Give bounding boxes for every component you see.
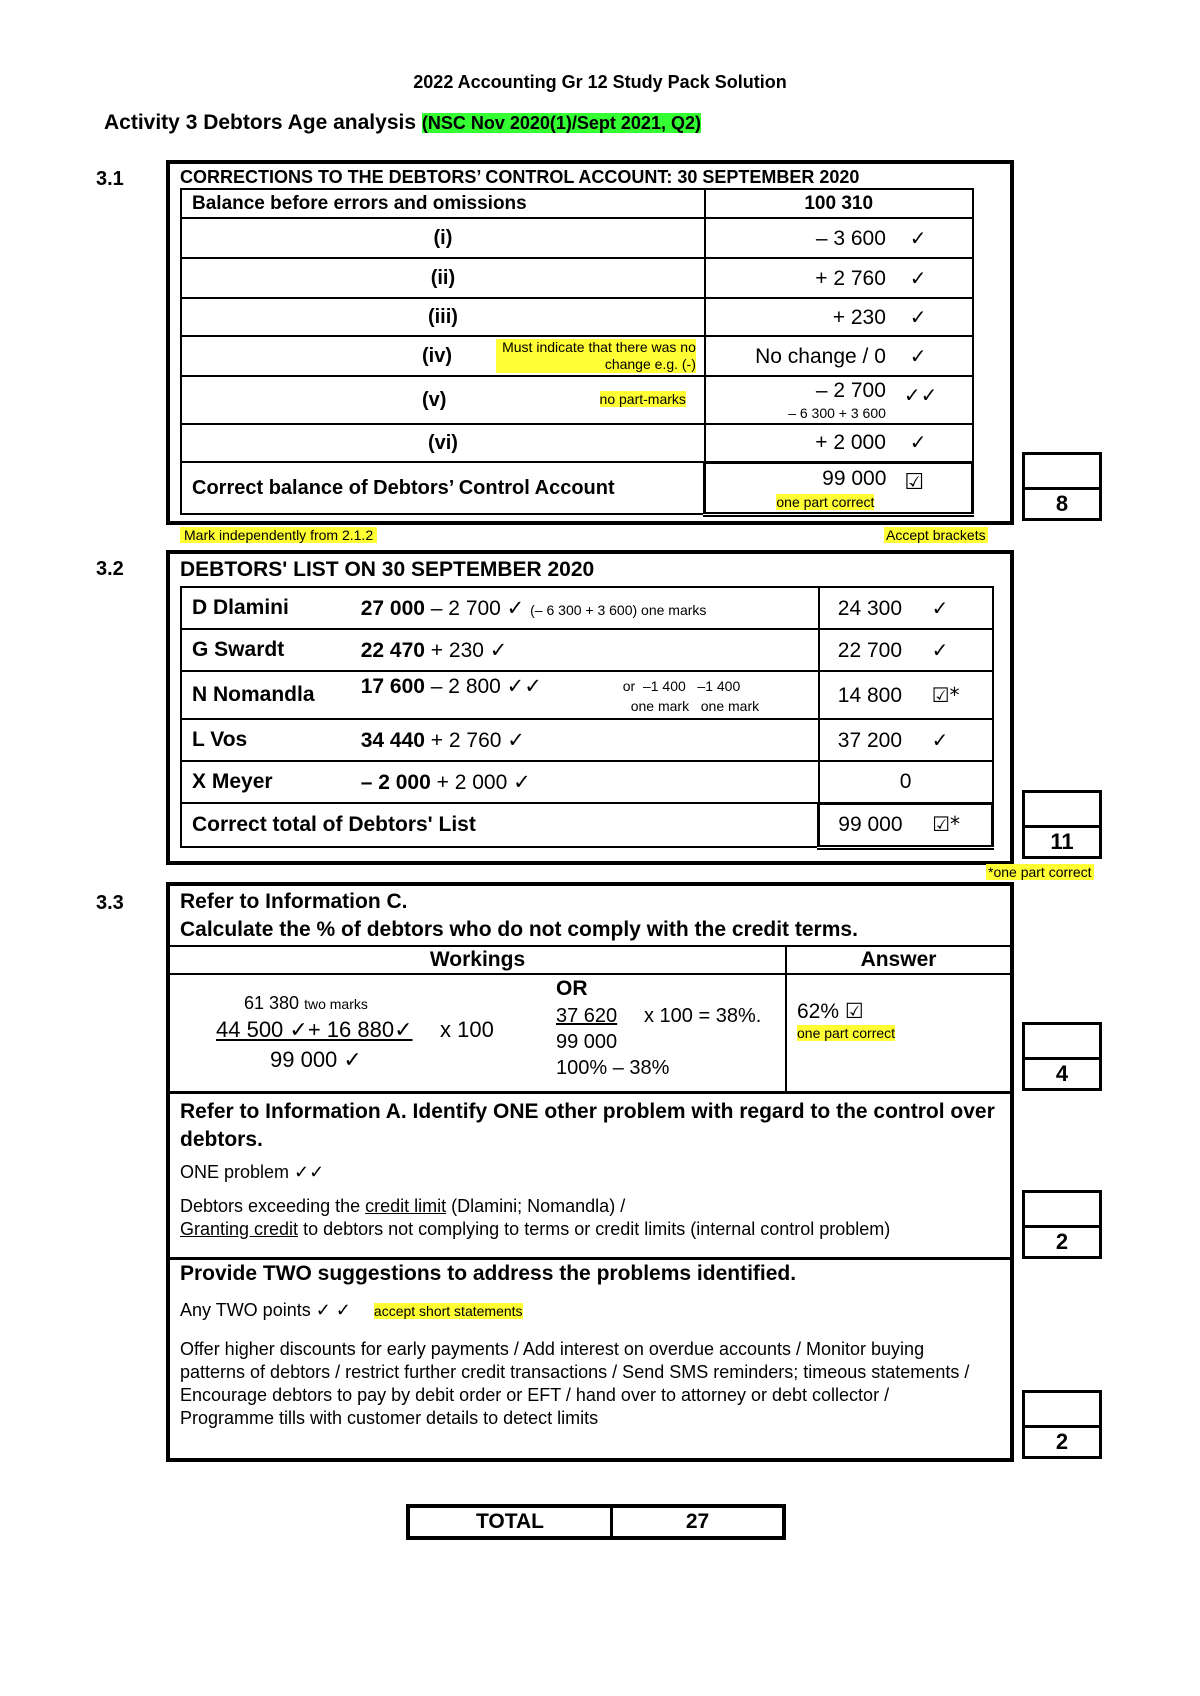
correct-balance-value bbox=[705, 462, 973, 514]
text: to debtors not complying to terms or credit limits (internal control problem) bbox=[298, 1219, 891, 1239]
value: + 230 bbox=[832, 305, 886, 329]
checkbox-check-icon: ☑* bbox=[931, 682, 960, 707]
label: (iv) bbox=[422, 345, 452, 367]
q31-row-label bbox=[181, 336, 705, 376]
total-label: Correct total of Debtors' List bbox=[181, 803, 819, 847]
calc: + 2 760 ✓ bbox=[424, 728, 525, 752]
total-value: 27 bbox=[685, 1510, 710, 1533]
calc-bold: 22 470 bbox=[360, 638, 425, 662]
q32-title: DEBTORS' LIST ON 30 SEPTEMBER 2020 bbox=[180, 558, 595, 581]
debtor-name: D Dlamini bbox=[181, 587, 361, 629]
calc: + 2 000 ✓ bbox=[430, 770, 531, 794]
debtor-value bbox=[819, 719, 993, 761]
check-icon: ✓✓ bbox=[903, 383, 938, 407]
any-two bbox=[180, 1300, 523, 1321]
q31-row-label bbox=[181, 376, 705, 424]
debtor-name: L Vos bbox=[181, 719, 361, 761]
calc: + 230 ✓ bbox=[424, 638, 508, 662]
check-icon: ✓ bbox=[931, 637, 949, 662]
q31-row-value bbox=[705, 298, 973, 336]
top-value: 61 380 bbox=[244, 993, 300, 1013]
q31-row-value bbox=[705, 424, 973, 462]
q31-table bbox=[180, 188, 974, 517]
debtor-calc bbox=[361, 761, 819, 803]
text: Any TWO points ✓ ✓ bbox=[180, 1300, 351, 1320]
problem-line-1 bbox=[180, 1196, 625, 1217]
mark-box-total: 2 bbox=[1055, 1429, 1069, 1454]
value: 99 000 bbox=[822, 466, 887, 490]
value: 0 bbox=[899, 769, 912, 793]
text-underlined: credit limit bbox=[365, 1196, 447, 1216]
answer-value: 62% ☑ bbox=[797, 1000, 864, 1023]
q33-workings-table bbox=[170, 945, 1010, 1093]
check-icon: ✓ bbox=[909, 225, 927, 250]
note: one part correct bbox=[776, 493, 875, 510]
note: no part-marks bbox=[599, 391, 686, 407]
text-underlined: Granting credit bbox=[180, 1219, 299, 1239]
mark-box-blank bbox=[1025, 793, 1099, 828]
debtor-calc bbox=[361, 719, 819, 761]
mark-box-blank bbox=[1025, 1393, 1099, 1428]
check-icon: ✓ bbox=[931, 595, 949, 620]
q32-foot-note: *one part correct bbox=[988, 864, 1092, 880]
page-header: 2022 Accounting Gr 12 Study Pack Solution bbox=[413, 72, 787, 92]
check-icon: ✓ bbox=[931, 727, 949, 752]
value: + 2 760 bbox=[815, 266, 886, 290]
check-icon: ✓ bbox=[909, 430, 927, 455]
q32-number: 3.2 bbox=[96, 558, 124, 580]
q33-number: 3.3 bbox=[96, 892, 124, 914]
total-box bbox=[406, 1504, 786, 1540]
q31-row-value bbox=[705, 258, 973, 298]
debtor-calc bbox=[361, 587, 819, 629]
q33-marks-box-b bbox=[1022, 1190, 1102, 1259]
label: (v) bbox=[422, 389, 447, 411]
q31-marks-box bbox=[1022, 452, 1102, 521]
debtor-value bbox=[819, 761, 993, 803]
suggest-question: Provide TWO suggestions to address the problems identified. bbox=[180, 1262, 797, 1285]
mark-box-blank bbox=[1025, 1025, 1099, 1060]
check-icon: ✓ bbox=[909, 265, 927, 290]
check-icon: ✓ bbox=[909, 304, 927, 329]
alt-denominator: 99 000 bbox=[556, 1031, 618, 1053]
q31-row-label: (ii) bbox=[181, 258, 705, 298]
work-top bbox=[244, 993, 368, 1014]
top-note: two marks bbox=[304, 996, 368, 1012]
value: – 2 700 bbox=[815, 379, 886, 402]
q31-row-label: (iii) bbox=[181, 298, 705, 336]
q31-foot-left: Mark independently from 2.1.2 bbox=[180, 527, 377, 543]
workings-header: Workings bbox=[170, 946, 786, 974]
calc-note-marks: one mark one mark bbox=[630, 698, 760, 714]
mark-box-blank bbox=[1025, 1193, 1099, 1228]
q31-number: 3.1 bbox=[96, 168, 124, 190]
workings-cell bbox=[170, 974, 786, 1092]
q32-marks-box bbox=[1022, 790, 1102, 859]
alt-times: x 100 = 38%. bbox=[644, 1005, 762, 1027]
q31-row-value bbox=[705, 376, 973, 424]
alt-numerator: 37 620 bbox=[556, 1005, 618, 1027]
checkbox-check-icon: ☑ bbox=[904, 469, 925, 495]
q31-row-value bbox=[705, 218, 973, 258]
text: (Dlamini; Nomandla) / bbox=[446, 1196, 626, 1216]
mark-box-total: 2 bbox=[1055, 1229, 1069, 1254]
debtor-name: G Swardt bbox=[181, 629, 361, 671]
value: 22 700 bbox=[837, 638, 903, 662]
or-label: OR bbox=[556, 977, 588, 1000]
divider bbox=[170, 1091, 1010, 1094]
value: 99 000 bbox=[838, 813, 903, 836]
activity-source: (NSC Nov 2020(1)/Sept 2021, Q2) bbox=[421, 113, 701, 133]
divider bbox=[170, 1257, 1010, 1260]
work-times: x 100 bbox=[440, 1017, 494, 1042]
refer-info-a: Refer to Information A. Identify ONE other problem with regard to the control over debtors. bbox=[180, 1100, 995, 1151]
work-denominator: 99 000 ✓ bbox=[270, 1047, 362, 1072]
answer-note: one part correct bbox=[797, 1025, 896, 1041]
calc-line bbox=[361, 674, 542, 699]
calc-question: Calculate the % of debtors who do not comply with the credit terms. bbox=[180, 918, 858, 941]
mark-box-total: 8 bbox=[1055, 491, 1069, 516]
refer-info-c: Refer to Information C. bbox=[180, 890, 408, 913]
q33-marks-box-c bbox=[1022, 1390, 1102, 1459]
answer-cell bbox=[786, 974, 1010, 1092]
calc-bold: 27 000 bbox=[360, 596, 425, 620]
problem-line-2 bbox=[180, 1219, 890, 1240]
debtor-value bbox=[819, 587, 993, 629]
calc-note: or –1 400 –1 400 bbox=[622, 678, 741, 694]
calc-bold: 17 600 bbox=[360, 675, 425, 698]
mark-box-blank bbox=[1025, 455, 1099, 490]
answer-header: Answer bbox=[786, 946, 1010, 974]
debtor-calc bbox=[361, 671, 819, 719]
alt-line: 100% – 38% bbox=[556, 1057, 670, 1079]
mark-box-total: 11 bbox=[1050, 829, 1074, 854]
debtor-value bbox=[819, 629, 993, 671]
q31-row-value bbox=[705, 336, 973, 376]
q31-title: CORRECTIONS TO THE DEBTORS’ CONTROL ACCOUNT: 30 SEPTEMBER 2020 bbox=[180, 167, 860, 187]
value: + 2 000 bbox=[815, 431, 886, 455]
balance-value: 100 310 bbox=[705, 189, 973, 218]
value: – 3 600 bbox=[815, 226, 886, 250]
suggestions: Offer higher discounts for early payments / Add interest on overdue accounts / Monitor buying patterns of debtors / restrict further credit transactions / Send SMS reminders; timeous statements / Encourage debtors to pay by debit order or EFT / hand over to attorney or debt collector / Programme tills with customer details to detect limits bbox=[180, 1339, 970, 1428]
calc: – 2 700 ✓ bbox=[424, 596, 525, 620]
accept-short-note: accept short statements bbox=[373, 1303, 523, 1319]
correct-balance-label: Correct balance of Debtors’ Control Account bbox=[181, 462, 705, 514]
calc-bold: 34 440 bbox=[360, 728, 425, 752]
value: 37 200 bbox=[837, 728, 903, 752]
calc: – 2 800 ✓✓ bbox=[424, 675, 542, 698]
debtor-name: N Nomandla bbox=[181, 671, 361, 719]
q33-marks-box-a bbox=[1022, 1022, 1102, 1091]
calc-bold: – 2 000 bbox=[360, 770, 431, 794]
q31-row-label: (i) bbox=[181, 218, 705, 258]
total-value bbox=[819, 803, 993, 847]
check-icon: ✓ bbox=[909, 343, 927, 368]
value: 14 800 bbox=[837, 683, 903, 707]
sub-calc: – 6 300 + 3 600 bbox=[788, 405, 886, 421]
q32-table bbox=[180, 586, 994, 850]
mark-box-total: 4 bbox=[1055, 1061, 1069, 1086]
q31-foot-right: Accept brackets bbox=[886, 527, 986, 543]
text: Debtors exceeding the bbox=[180, 1196, 366, 1216]
debtor-value bbox=[819, 671, 993, 719]
note: Must indicate that there was no change e.g. (-) bbox=[496, 339, 696, 373]
balance-label: Balance before errors and omissions bbox=[181, 189, 705, 218]
q31-row-label: (vi) bbox=[181, 424, 705, 462]
debtor-calc bbox=[361, 629, 819, 671]
work-numerator: 44 500 ✓+ 16 880✓ bbox=[216, 1017, 413, 1042]
one-problem: ONE problem ✓✓ bbox=[180, 1162, 325, 1182]
value: 24 300 bbox=[837, 596, 903, 620]
debtor-name: X Meyer bbox=[181, 761, 361, 803]
activity-title bbox=[104, 111, 701, 135]
value: No change / 0 bbox=[755, 344, 886, 368]
calc-note: (– 6 300 + 3 600) one marks bbox=[530, 601, 707, 618]
total-label: TOTAL bbox=[410, 1508, 613, 1536]
checkbox-check-icon: ☑* bbox=[932, 812, 961, 836]
activity-title-text: Activity 3 Debtors Age analysis bbox=[104, 111, 417, 134]
